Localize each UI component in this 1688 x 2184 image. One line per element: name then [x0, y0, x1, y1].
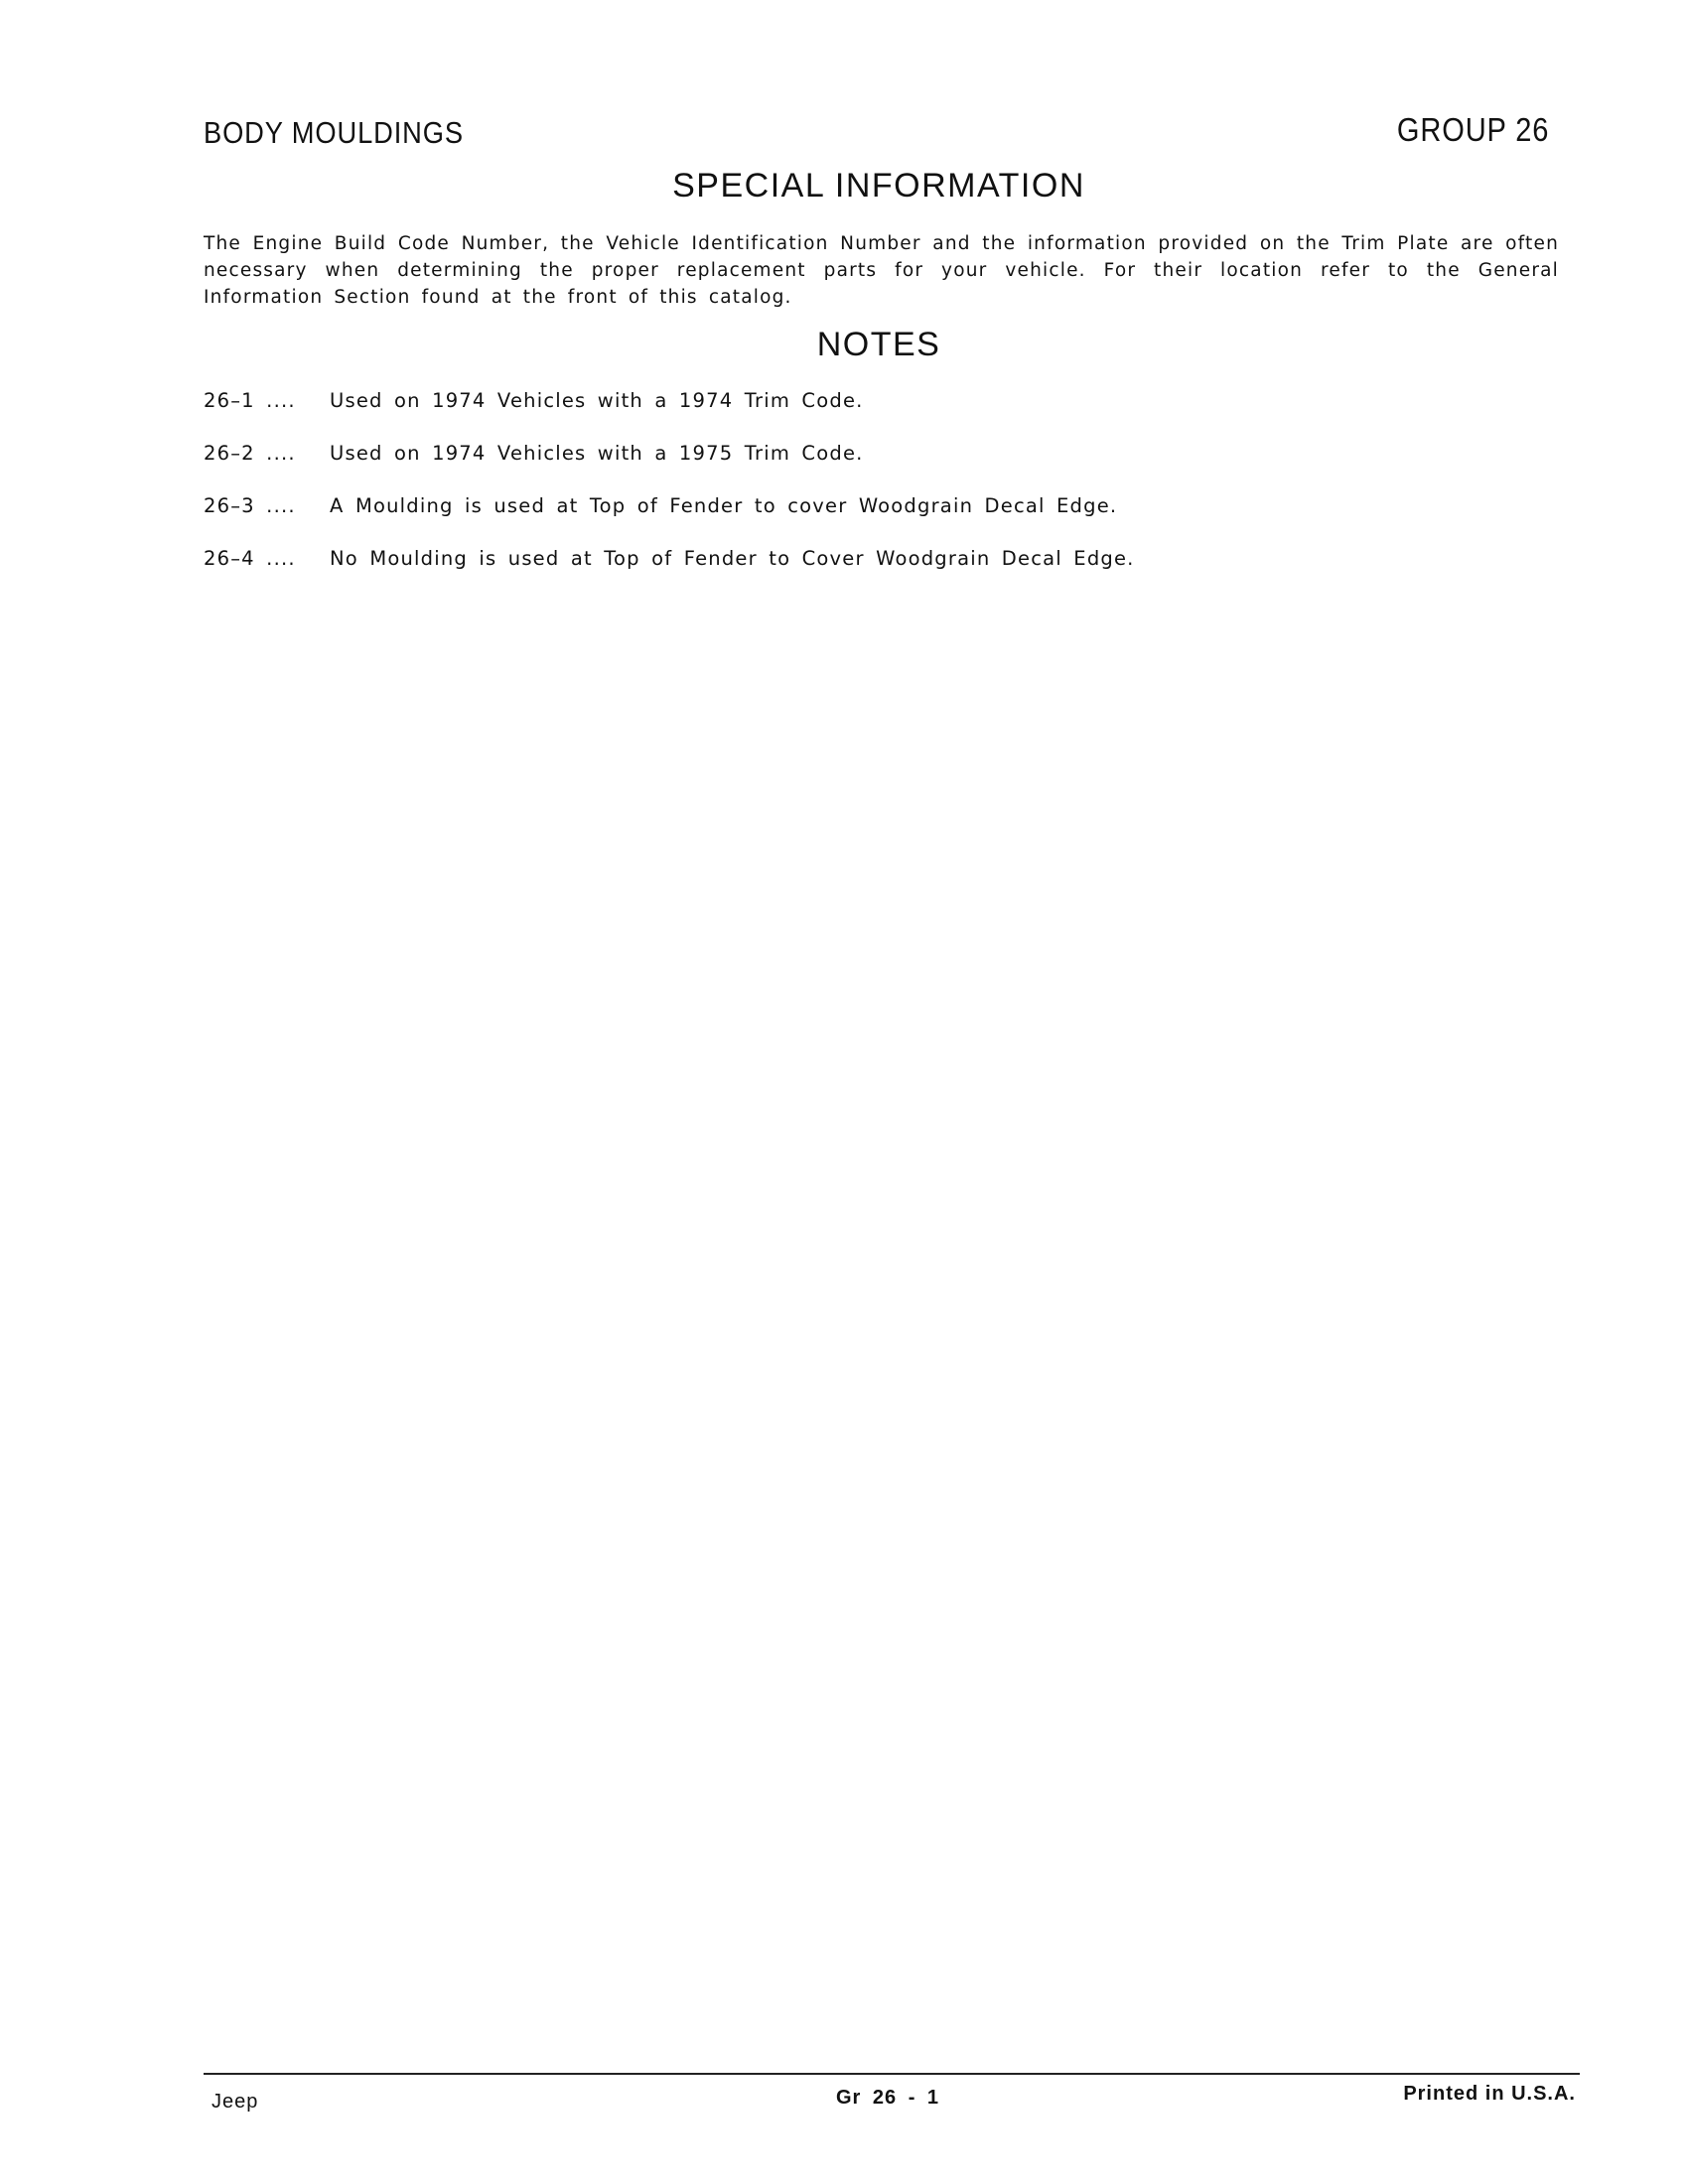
group-label: GROUP 26	[1396, 111, 1549, 148]
note-item	[204, 494, 1135, 547]
note-number: 26–4 ....	[204, 547, 296, 570]
footer-printed-note: Printed in U.S.A.	[1403, 2083, 1576, 2105]
note-item	[204, 442, 1135, 494]
note-item	[204, 389, 1135, 442]
footer-brand: Jeep	[211, 2091, 259, 2113]
notes-list	[204, 389, 1135, 600]
note-number: 26–1 ....	[204, 389, 296, 412]
note-text: No Moulding is used at Top of Fender to Cover Woodgrain Decal Edge.	[330, 547, 1135, 570]
special-information-body: The Engine Build Code Number, the Vehicle Identification Number and the information provided on the Trim Plate are often necessary when determining the proper replacement parts for your vehicle. For their location refer to the General Information Section found at the front of this catalog.	[204, 233, 1559, 308]
footer-divider	[204, 2073, 1580, 2075]
footer-page-number: Gr 26 - 1	[836, 2087, 940, 2109]
notes-heading: NOTES	[816, 326, 941, 363]
note-text: Used on 1974 Vehicles with a 1975 Trim Code.	[330, 442, 864, 465]
note-number: 26–3 ....	[204, 494, 296, 517]
note-text: A Moulding is used at Top of Fender to cover Woodgrain Decal Edge.	[330, 494, 1118, 517]
note-number: 26–2 ....	[204, 442, 296, 465]
special-information-heading: SPECIAL INFORMATION	[672, 167, 1085, 205]
page-header-title: BODY MOULDINGS	[204, 115, 464, 150]
note-item	[204, 547, 1135, 600]
note-text: Used on 1974 Vehicles with a 1974 Trim Code.	[330, 389, 864, 412]
